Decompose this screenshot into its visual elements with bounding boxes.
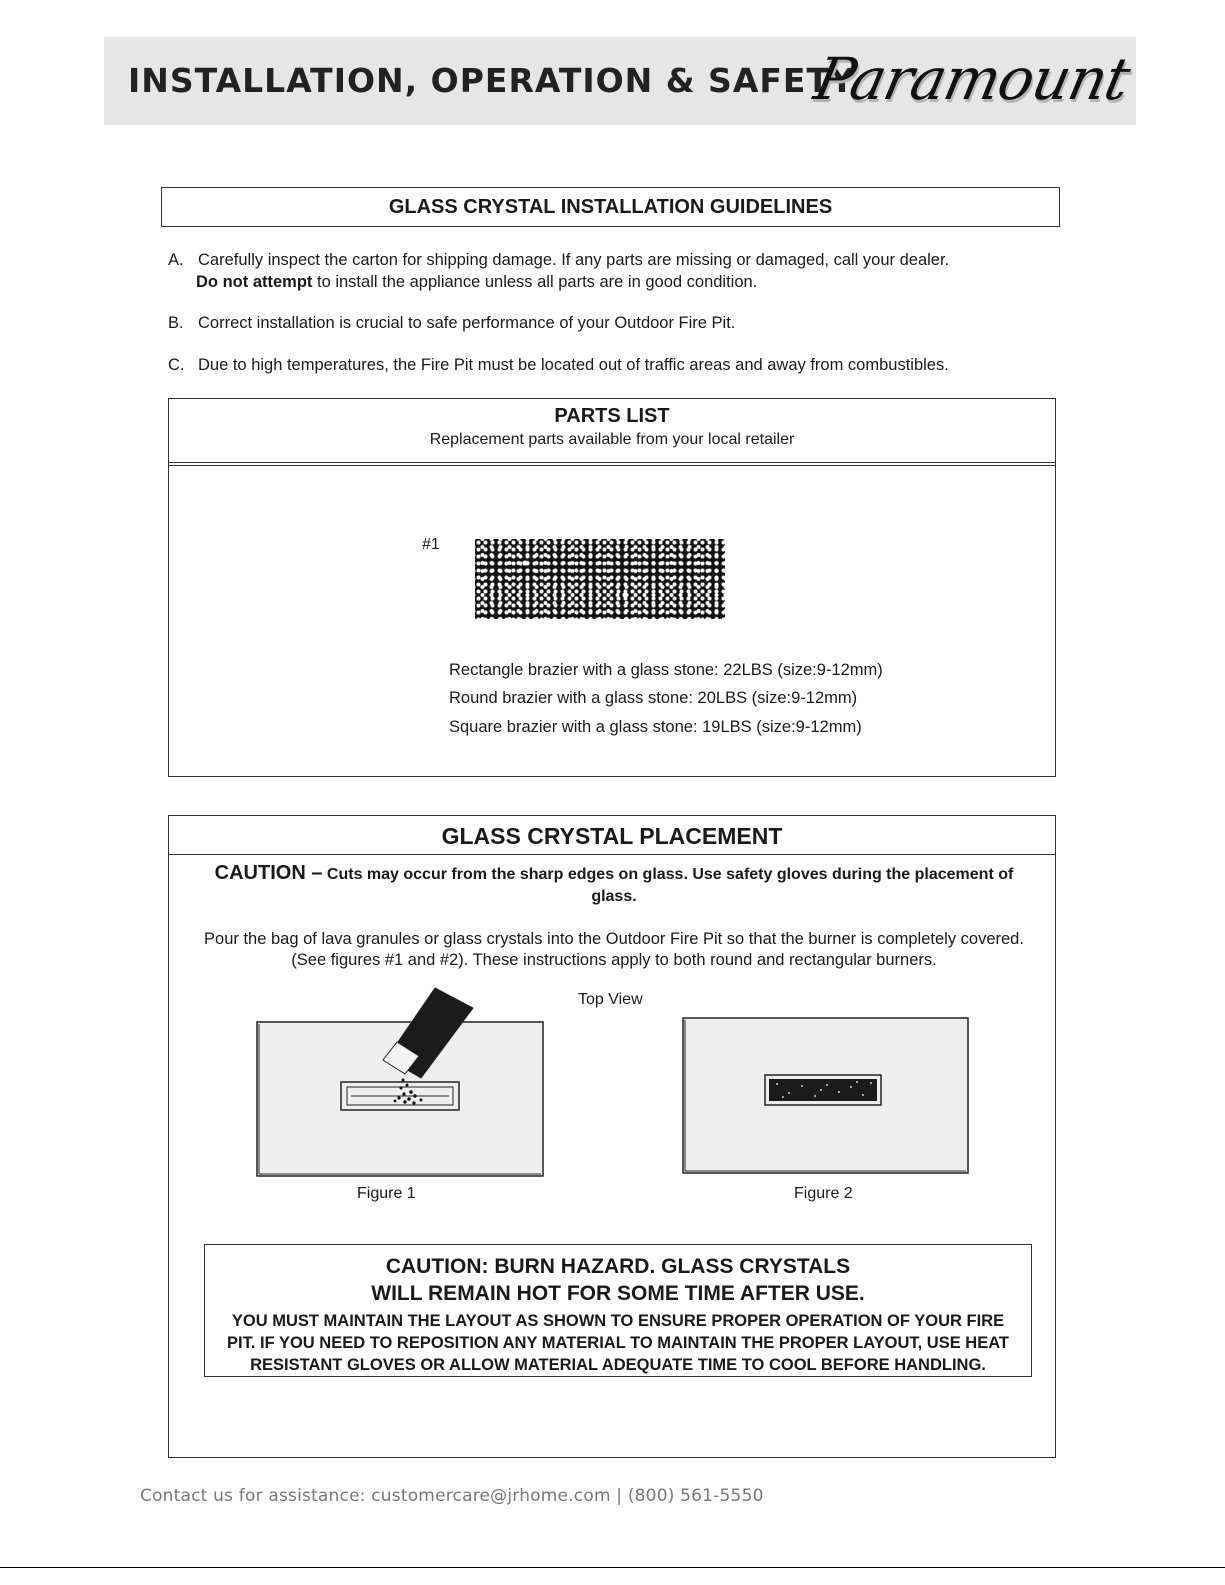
spec-line: Square brazier with a glass stone: 19LBS (size:9-12mm) [449,718,862,736]
spec-line: Rectangle brazier with a glass stone: 22LBS (size:9-12mm) [449,661,883,679]
burn-warning-line-1: CAUTION: BURN HAZARD. GLASS CRYSTALS [385,1255,851,1278]
part-number: #1 [422,536,440,553]
item-subtext-rest: to install the appliance unless all parts are in good condition. [312,273,758,291]
page-bottom-rule [0,1567,1225,1568]
parts-list-subtitle: Replacement parts available from your local retailer [429,431,795,448]
figure-2-caption: Figure 2 [794,1185,853,1202]
contact-line: Contact us for assistance: customercare@jrhome.com | (800) 561-5550 [140,1486,764,1506]
pour-line-1: Pour the bag of lava granules or glass crystals into the Outdoor Fire Pit so that the burner is completely covered. [204,930,1024,948]
item-text: Correct installation is crucial to safe performance of your Outdoor Fire Pit. [198,314,736,332]
figure-2-illustration [681,1016,971,1178]
figure-1-caption: Figure 1 [357,1185,416,1202]
burn-warning-line-2: WILL REMAIN HOT FOR SOME TIME AFTER USE. [371,1282,865,1305]
top-view-label: Top View [578,991,643,1008]
item-text: Carefully inspect the carton for shipping damage. If any parts are missing or damaged, call your dealer. [198,251,950,269]
caution-note [199,862,1029,908]
placement-box [168,815,1056,1458]
guideline-item-c [168,356,949,375]
item-subtext-bold: Do not attempt [196,273,313,291]
item-subtext [196,273,757,292]
parts-list-header [169,399,1055,466]
caution-lead: CAUTION – [214,862,323,884]
glass-crystal-image [475,539,725,619]
pour-line-2: (See figures #1 and #2). These instructions apply to both round and rectangular burners. [291,951,937,969]
page-header [104,37,1136,125]
guidelines-title-box [161,187,1060,227]
header-title: INSTALLATION, OPERATION & SAFETY [128,61,855,100]
spec-line: Round brazier with a glass stone: 20LBS (size:9-12mm) [449,689,858,707]
item-letter: A. [168,251,184,269]
placement-title: GLASS CRYSTAL PLACEMENT [169,816,1055,855]
guidelines-title: GLASS CRYSTAL INSTALLATION GUIDELINES [388,196,833,218]
item-letter: B. [168,314,184,332]
burn-hazard-warning [204,1244,1032,1377]
guideline-item-b [168,314,735,333]
brand-logo: Paramount [808,45,1136,113]
pour-instructions [189,929,1039,971]
parts-list-title: PARTS LIST [554,405,670,427]
guideline-item-a [168,251,950,291]
parts-list-box [168,398,1056,777]
burn-warning-body: YOU MUST MAINTAIN THE LAYOUT AS SHOWN TO ENSURE PROPER OPERATION OF YOUR FIRE PIT. IF YOU NEED TO REPOSITION ANY MATERIAL TO MAINTAIN THE PROPER LAYOUT, USE HEAT RESISTANT GLOVES OR ALLOW MATERIAL ADEQUATE TIME TO COOL BEFORE HANDLING. [226,1312,1009,1374]
item-letter: C. [168,356,185,374]
caution-text: Cuts may occur from the sharp edges on glass. Use safety gloves during the placement of glass. [322,866,1014,905]
item-text: Due to high temperatures, the Fire Pit must be located out of traffic areas and away from combustibles. [198,356,949,374]
figure-1-illustration [255,986,547,1181]
